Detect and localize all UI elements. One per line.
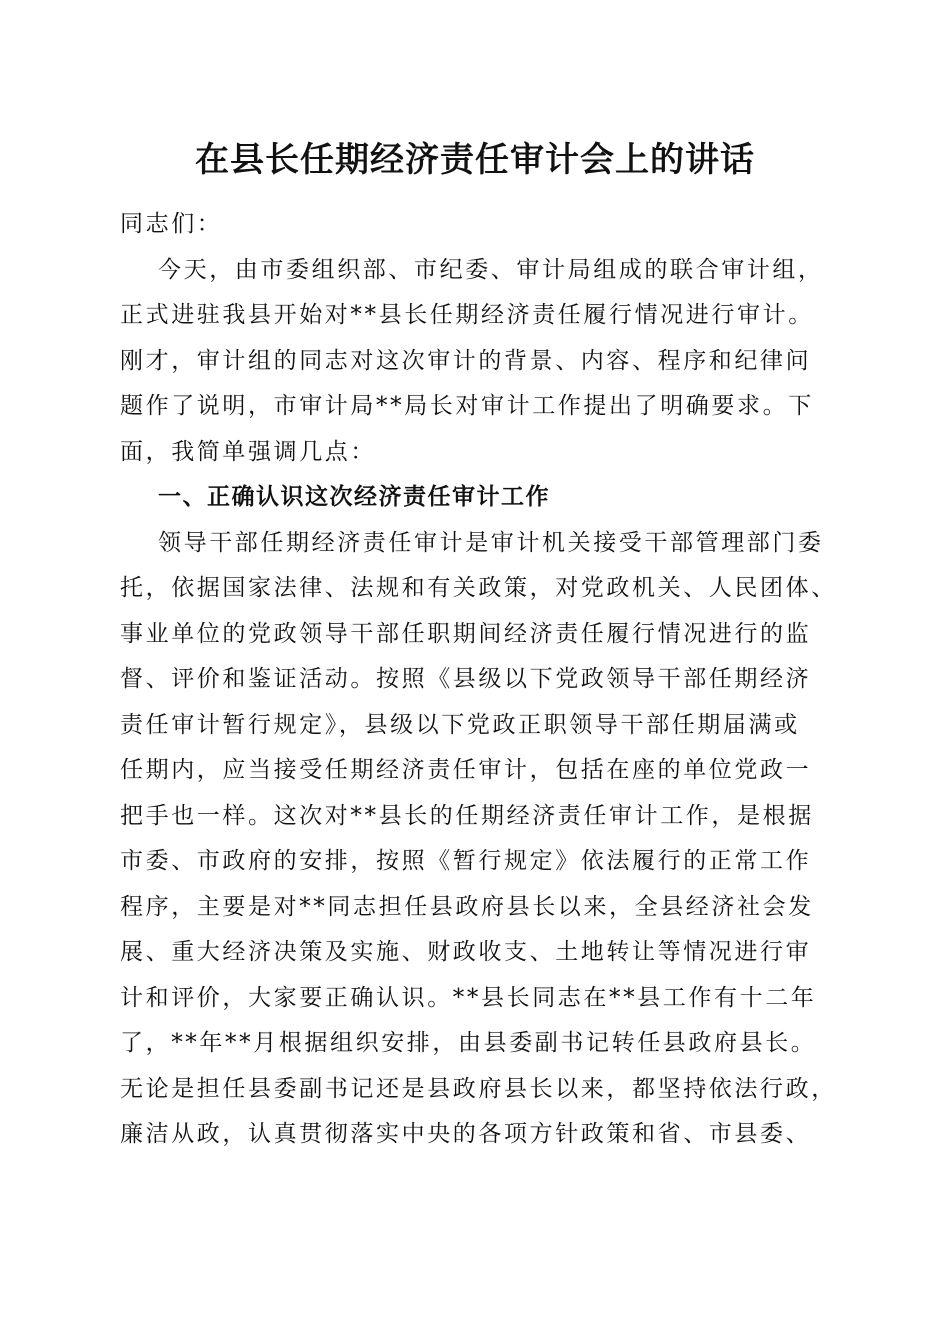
paragraph-line: 督、评价和鉴证活动。按照《县级以下党政领导干部任期经济 [120, 666, 812, 692]
paragraph-line: 任期内，应当接受任期经济责任审计，包括在座的单位党政一 [120, 757, 812, 783]
paragraph-line: 廉洁从政，认真贯彻落实中央的各项方针政策和省、市县委、 [120, 1121, 812, 1147]
document-title: 在县长任期经济责任审计会上的讲话 [195, 140, 755, 180]
paragraph-line: 托，依据国家法律、法规和有关政策，对党政机关、人民团体、 [120, 575, 837, 601]
paragraph-line: 程序，主要是对**同志担任县政府县长以来，全县经济社会发 [120, 893, 814, 920]
paragraph-line: 展、重大经济决策及实施、财政收支、土地转让等情况进行审 [120, 939, 812, 965]
paragraph-line: 面，我简单强调几点： [120, 438, 376, 465]
paragraph-line: 事业单位的党政领导干部任职期间经济责任履行情况进行的监 [120, 620, 812, 647]
paragraph-line: 责任审计暂行规定》，县级以下党政正职领导干部任期届满或 [120, 711, 800, 738]
paragraph-line: 今天，由市委组织部、市纪委、审计局组成的联合审计组， [158, 256, 824, 283]
paragraph-line: 题作了说明，市审计局**局长对审计工作提出了明确要求。下 [120, 393, 814, 419]
paragraph-line: 把手也一样。这次对**县长的任期经济责任审计工作，是根据 [120, 802, 814, 829]
section-heading: 一、正确认识这次经济责任审计工作 [158, 484, 550, 510]
document-body [120, 202, 845, 1158]
salutation: 同志们： [120, 211, 223, 237]
paragraph-line: 领导干部任期经济责任审计是审计机关接受干部管理部门委 [158, 529, 824, 556]
paragraph-line: 正式进驻我县开始对**县长任期经济责任履行情况进行审计。 [120, 302, 814, 328]
paragraph-line: 了，**年**月根据组织安排，由县委副书记转任县政府县长。 [120, 1030, 817, 1056]
paragraph-line: 市委、市政府的安排，按照《暂行规定》依法履行的正常工作 [120, 848, 812, 874]
paragraph-line: 刚才，审计组的同志对这次审计的背景、内容、程序和纪律问 [120, 347, 812, 374]
paragraph-line: 计和评价，大家要正确认识。**县长同志在**县工作有十二年 [120, 984, 817, 1011]
paragraph-line: 无论是担任县委副书记还是县政府县长以来，都坚持依法行政， [120, 1075, 837, 1102]
